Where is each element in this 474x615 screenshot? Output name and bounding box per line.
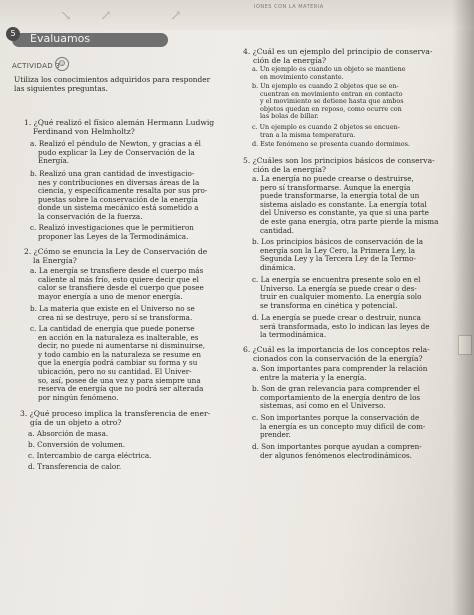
page-edge-shadow (452, 0, 474, 615)
q4-option-d: d. Este fenómeno se presenta cuando dormimos. (252, 140, 410, 148)
q2-option-c: c. La cantidad de energía que puede ponerse en acción en la naturaleza es inalterable, es decir, no puede ni aumentarse ni disminuirse, y todo cambio en la naturaleza se resume en que la energía podrá cambiar su forma y su ubicación, pero no su cantidad. El Univer- so, así, posee de una vez y para siempre una reserva de energía que no podrá ser alterada por ningún fenómeno. (30, 324, 206, 402)
q2-option-b: b. La materia que existe en el Universo no se crea ni se destruye, pero sí se transforma. (30, 304, 195, 322)
q6-option-c: c. Son importantes porque la conservación de la energía es un concepto muy difícil de com- prender. (252, 413, 426, 440)
question-3: 3. ¿Qué proceso implica la transferencia de ener- gía de un objeto a otro? (20, 409, 211, 427)
q4-option-a: a. Un ejemplo es cuando un objeto se mantiene en movimiento constante. (252, 65, 406, 81)
intro-text: Utiliza los conocimientos adquiridos para responder las siguientes preguntas. (14, 75, 211, 93)
running-head: IONES CON LA MATERIA (254, 4, 324, 10)
section-title: Evaluamos (30, 32, 91, 45)
q1-option-b: b. Realizó una gran cantidad de investigacio- nes y contribuciones en diversas áreas de la ciencia, y específicamente resalta por sus pro- puestas sobre la conservación de la energía donde un sistema mecánico está sometido a la conservación de la fuerza. (30, 169, 208, 221)
q3-option-c: c. Intercambio de carga eléctrica. (28, 451, 152, 460)
question-5: 5. ¿Cuáles son los principios básicos de conserva- ción de la energía? (243, 156, 435, 174)
question-2: 2. ¿Cómo se enuncia la Ley de Conservación de la Energía? (24, 247, 208, 265)
q6-option-a: a. Son importantes para comprender la relación entre la materia y la energía. (252, 364, 428, 382)
question-6: 6. ¿Cuál es la importancia de los conceptos rela- cionados con la conservación de la energía? (243, 345, 430, 363)
q3-option-b: b. Conversión de volumen. (28, 440, 126, 449)
q5-option-d: d. La energía se puede crear o destruir, nunca será transformada, esto lo indican las leyes de la termodinámica. (252, 313, 430, 340)
arrow-decoration: ↗ (100, 8, 112, 24)
arrow-decoration: ↗ (170, 8, 182, 24)
activity-label: ACTIVIDAD 3 (12, 62, 61, 70)
q4-option-c: c. Un ejemplo es cuando 2 objetos se encuen- tran a la misma temperatura. (252, 123, 400, 139)
q6-option-d: d. Son importantes porque ayudan a compren- der algunos fenómenos electrodinámicos. (252, 442, 422, 460)
smiley-icon: ☺ (55, 57, 69, 71)
q5-option-a: a. La energía no puede crearse o destruirse, pero sí transformarse. Aunque la energía puede transformarse, la energía total de un sistema aislado es constante. La energía total del Universo es constante, ya que si una parte de este gana energía, otra parte pierde la misma cantidad. (252, 174, 439, 235)
q1-option-c: c. Realizó investigaciones que le permitieron proponer las Leyes de la Termodinámica. (30, 223, 194, 241)
question-4: 4. ¿Cuál es un ejemplo del principio de conserva- ción de la energía? (243, 47, 433, 65)
q5-option-c: c. La energía se encuentra presente solo en el Universo. La energía se puede crear o des- truir en cualquier momento. La energía solo se transforma en cinética y potencial. (252, 275, 422, 310)
question-1: 1. ¿Qué realizó el físico alemán Hermann Ludwig Ferdinand von Helmholtz? (24, 118, 215, 136)
q6-option-b: b. Son de gran relevancia para comprender el comportamiento de la energía dentro de los sistemas, así como en el Universo. (252, 384, 421, 411)
q5-option-b: b. Los principios básicos de conservación de la energía son la Ley Cero, la Primera Ley, la Segunda Ley y la Tercera Ley de la Termo- dinámica. (252, 237, 424, 272)
q3-option-d: d. Transferencia de calor. (28, 462, 122, 471)
q2-option-a: a. La energía se transfiere desde el cuerpo más caliente al más frío, esto quiere decir que el calor se transfiere desde el cuerpo que posee mayor energía a uno de menor energía. (30, 266, 204, 301)
q1-option-a: a. Realizó el péndulo de Newton, y gracias a él pudo explicar la Ley de Conservación de la Energía. (30, 139, 201, 166)
q4-option-b: b. Un ejemplo es cuando 2 objetos que se en- cuentran en movimiento entran en contacto y el movimiento se detiene hasta que ambos objetos quedan en reposo, como ocurre con las bolas de billar. (252, 82, 404, 121)
arrow-decoration: ↘ (60, 8, 72, 24)
q3-options (28, 428, 151, 472)
q3-option-a: a. Absorción de masa. (28, 429, 109, 438)
section-number-badge: 5 (6, 27, 20, 41)
